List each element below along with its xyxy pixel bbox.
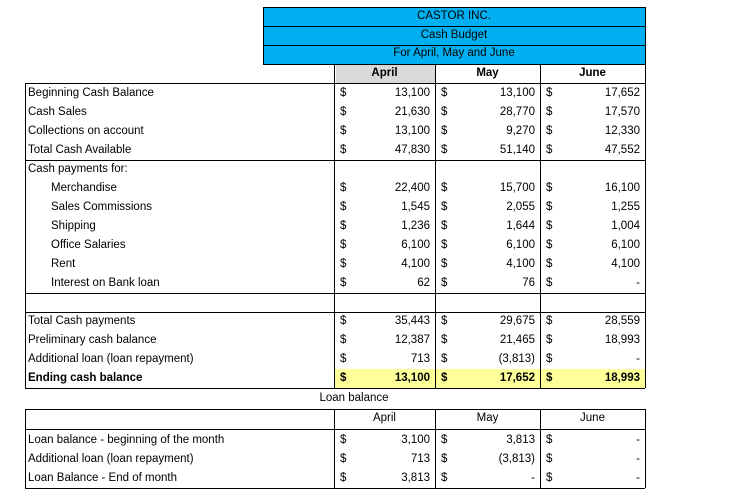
currency-symbol: $ (441, 220, 448, 232)
value-april: 4,100 (401, 258, 430, 270)
currency-symbol: $ (546, 453, 553, 465)
currency-symbol: $ (340, 453, 347, 465)
currency-symbol: $ (340, 353, 347, 365)
value-may: 17,652 (499, 372, 535, 384)
value-june: - (636, 353, 640, 365)
grid-line (25, 488, 645, 489)
value-may: 4,100 (506, 258, 535, 270)
row-label: Shipping (51, 220, 96, 232)
row-label: Collections on account (28, 125, 144, 137)
grid-line (263, 7, 264, 64)
row-label: Cash Sales (28, 106, 87, 118)
row-label: Interest on Bank loan (51, 277, 160, 289)
currency-symbol: $ (441, 353, 448, 365)
value-may: 51,140 (499, 144, 535, 156)
currency-symbol: $ (546, 353, 553, 365)
currency-symbol: $ (340, 239, 347, 251)
currency-symbol: $ (340, 106, 347, 118)
row-label: Total Cash payments (28, 315, 136, 327)
loan-value-may: 3,813 (506, 434, 535, 446)
value-april: 6,100 (401, 239, 430, 251)
value-june: 18,993 (604, 372, 640, 384)
grid-line (334, 409, 335, 488)
currency-symbol: $ (340, 144, 347, 156)
currency-symbol: $ (340, 182, 347, 194)
grid-line (25, 83, 645, 84)
grid-line (263, 26, 645, 27)
currency-symbol: $ (441, 201, 448, 213)
currency-symbol: $ (546, 277, 553, 289)
currency-symbol: $ (340, 372, 347, 384)
currency-symbol: $ (340, 125, 347, 137)
budget-title: Cash Budget (420, 29, 488, 41)
value-may: 28,770 (499, 106, 535, 118)
currency-symbol: $ (546, 434, 553, 446)
grid-line (25, 388, 645, 389)
grid-line (25, 83, 26, 388)
grid-line (540, 64, 541, 388)
grid-line (645, 64, 646, 388)
currency-symbol: $ (441, 182, 448, 194)
value-april: 13,100 (394, 372, 430, 384)
value-may: 29,675 (499, 315, 535, 327)
currency-symbol: $ (441, 106, 448, 118)
loan-value-june: - (636, 434, 640, 446)
value-april: 13,100 (394, 87, 430, 99)
currency-symbol: $ (546, 182, 553, 194)
loan-col-june: June (580, 412, 605, 424)
value-may: 9,270 (506, 125, 535, 137)
value-june: 18,993 (604, 334, 640, 346)
currency-symbol: $ (546, 372, 553, 384)
value-june: 4,100 (611, 258, 640, 270)
budget-period: For April, May and June (393, 47, 515, 59)
currency-symbol: $ (441, 258, 448, 270)
grid-line (25, 409, 26, 488)
row-label: Total Cash Available (28, 144, 132, 156)
grid-line (263, 45, 645, 46)
row-label: Ending cash balance (28, 372, 143, 384)
currency-symbol: $ (546, 87, 553, 99)
currency-symbol: $ (340, 315, 347, 327)
value-april: 13,100 (394, 125, 430, 137)
loan-col-april: April (372, 412, 396, 424)
loan-value-may: (3,813) (498, 453, 535, 465)
grid-line (645, 409, 646, 488)
company-name: CASTOR INC. (417, 10, 491, 22)
loan-row-label: Loan Balance - End of month (28, 472, 177, 484)
currency-symbol: $ (441, 87, 448, 99)
grid-line (263, 7, 645, 8)
value-april: 21,630 (394, 106, 430, 118)
value-april: 713 (410, 353, 430, 365)
value-may: 76 (522, 277, 535, 289)
currency-symbol: $ (340, 220, 347, 232)
currency-symbol: $ (340, 472, 347, 484)
currency-symbol: $ (546, 315, 553, 327)
currency-symbol: $ (441, 144, 448, 156)
col-april: April (371, 67, 398, 79)
loan-col-may: May (476, 412, 499, 424)
value-june: 1,004 (611, 220, 640, 232)
loan-value-may: - (531, 472, 535, 484)
currency-symbol: $ (546, 258, 553, 270)
grid-line (334, 64, 335, 388)
grid-line (25, 312, 645, 313)
col-may: May (476, 67, 499, 79)
currency-symbol: $ (441, 334, 448, 346)
grid-line (540, 409, 541, 488)
currency-symbol: $ (441, 434, 448, 446)
currency-symbol: $ (340, 277, 347, 289)
row-label: Cash payments for: (28, 163, 128, 175)
loan-value-april: 3,813 (401, 472, 430, 484)
value-may: 21,465 (499, 334, 535, 346)
currency-symbol: $ (546, 239, 553, 251)
row-label: Office Salaries (51, 239, 126, 251)
currency-symbol: $ (441, 472, 448, 484)
currency-symbol: $ (546, 220, 553, 232)
value-june: 17,652 (604, 87, 640, 99)
currency-symbol: $ (546, 334, 553, 346)
col-june: June (579, 67, 606, 79)
value-april: 1,236 (401, 220, 430, 232)
currency-symbol: $ (340, 87, 347, 99)
value-may: (3,813) (498, 353, 535, 365)
value-april: 12,387 (394, 334, 430, 346)
loan-row-label: Additional loan (loan repayment) (28, 453, 194, 465)
row-label: Sales Commissions (51, 201, 152, 213)
grid-line (645, 7, 646, 64)
currency-symbol: $ (546, 125, 553, 137)
loan-row-label: Loan balance - beginning of the month (28, 434, 225, 446)
currency-symbol: $ (546, 201, 553, 213)
currency-symbol: $ (546, 106, 553, 118)
grid-line (25, 293, 645, 294)
loan-value-june: - (636, 472, 640, 484)
grid-line (25, 160, 645, 161)
value-may: 15,700 (499, 182, 535, 194)
currency-symbol: $ (441, 239, 448, 251)
currency-symbol: $ (441, 372, 448, 384)
value-june: 12,330 (604, 125, 640, 137)
value-may: 1,644 (506, 220, 535, 232)
value-june: 16,100 (604, 182, 640, 194)
currency-symbol: $ (340, 434, 347, 446)
value-may: 13,100 (499, 87, 535, 99)
loan-value-april: 3,100 (401, 434, 430, 446)
currency-symbol: $ (441, 125, 448, 137)
currency-symbol: $ (441, 277, 448, 289)
value-june: 17,570 (604, 106, 640, 118)
loan-title: Loan balance (319, 392, 389, 404)
value-april: 62 (417, 277, 430, 289)
loan-value-june: - (636, 453, 640, 465)
currency-symbol: $ (546, 144, 553, 156)
currency-symbol: $ (441, 453, 448, 465)
value-may: 2,055 (506, 201, 535, 213)
value-june: 28,559 (604, 315, 640, 327)
value-april: 22,400 (394, 182, 430, 194)
currency-symbol: $ (340, 258, 347, 270)
value-april: 1,545 (401, 201, 430, 213)
row-label: Preliminary cash balance (28, 334, 157, 346)
currency-symbol: $ (340, 334, 347, 346)
row-label: Additional loan (loan repayment) (28, 353, 194, 365)
grid-line (435, 409, 436, 488)
value-april: 47,830 (394, 144, 430, 156)
row-label: Merchandise (51, 182, 117, 194)
value-june: - (636, 277, 640, 289)
value-june: 47,552 (604, 144, 640, 156)
loan-value-april: 713 (410, 453, 430, 465)
currency-symbol: $ (441, 315, 448, 327)
currency-symbol: $ (340, 201, 347, 213)
value-june: 6,100 (611, 239, 640, 251)
row-label: Rent (51, 258, 76, 270)
value-may: 6,100 (506, 239, 535, 251)
currency-symbol: $ (546, 472, 553, 484)
row-label: Beginning Cash Balance (28, 87, 154, 99)
grid-line (435, 64, 436, 388)
value-april: 35,443 (394, 315, 430, 327)
value-june: 1,255 (611, 201, 640, 213)
grid-line (25, 429, 645, 430)
